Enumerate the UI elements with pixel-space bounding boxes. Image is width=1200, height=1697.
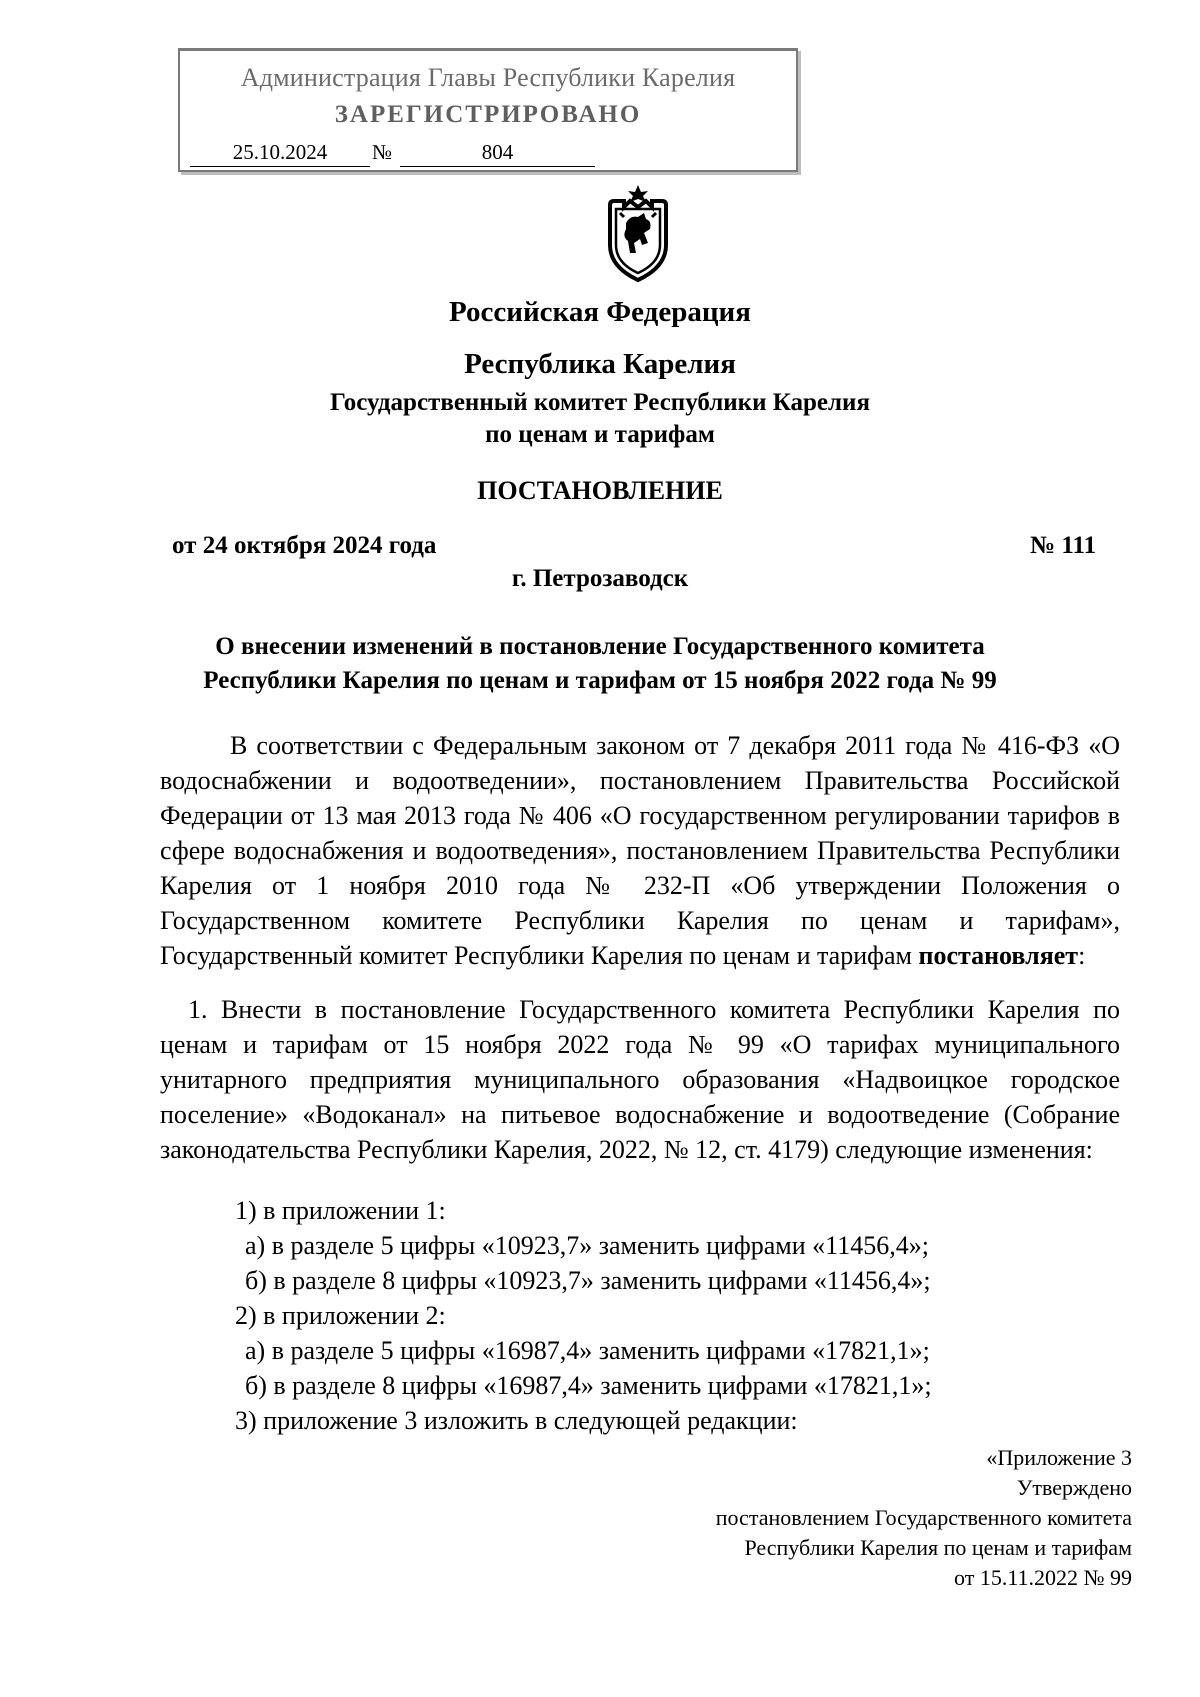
- preamble-text: В соответствии с Федеральным законом от 7 декабря 2011 года № 416-ФЗ «О водоснабжении и водоотведении», постановлением Правительства Российской Федерации от 13 мая 2013 года № 406 «О государственном регулировании тарифов в сфере водоснабжения и водоотведения», постановлением Правительства Республики Карелия от 1 ноября 2010 года № 232-П «Об утверждении Положения о Государственном комитете Республики Карелия по ценам и тарифам», Государственный комитет Республики Карелия по ценам и тарифам: [160, 731, 1120, 970]
- region-heading: Республика Карелия: [464, 348, 736, 380]
- preamble-colon: :: [1078, 941, 1086, 970]
- document-date: от 24 октября 2024 года: [172, 532, 437, 559]
- document-title-line2: Республики Карелия по ценам и тарифам от 15 ноября 2022 года № 99: [203, 667, 997, 694]
- document-type: ПОСТАНОВЛЕНИЕ: [477, 476, 723, 505]
- document-title-line1: О внесении изменений в постановление Государственного комитета: [215, 633, 985, 660]
- stamp-organization: Администрация Главы Республики Карелия: [240, 63, 736, 92]
- coat-of-arms-of-karelia-icon: [600, 183, 676, 283]
- list-item: б) в разделе 8 цифры «16987,4» заменить цифрами «17821,1»;: [245, 1371, 932, 1400]
- appendix-approved-date: от 15.11.2022 № 99: [954, 1565, 1132, 1590]
- appendix-label: «Приложение 3: [986, 1445, 1132, 1470]
- stamp-number-label: №: [372, 140, 393, 164]
- stamp-date: 25.10.2024: [190, 140, 370, 167]
- preamble-paragraph: [160, 728, 1120, 973]
- list-item: б) в разделе 8 цифры «10923,7» заменить цифрами «11456,4»;: [245, 1266, 931, 1295]
- resolves-keyword: постановляет: [918, 941, 1079, 970]
- document-number: № 111: [1030, 532, 1097, 559]
- list-item: а) в разделе 5 цифры «10923,7» заменить цифрами «11456,4»;: [245, 1231, 929, 1260]
- appendix-approved-by-line2: Республики Карелия по ценам и тарифам: [744, 1535, 1132, 1560]
- document-city: г. Петрозаводск: [511, 565, 689, 592]
- stamp-status: ЗАРЕГИСТРИРОВАНО: [334, 101, 642, 128]
- appendix-approved-by-line1: постановлением Государственного комитета: [715, 1505, 1132, 1530]
- committee-heading-line2: по ценам и тарифам: [485, 421, 715, 448]
- list-item: 3) приложение 3 изложить в следующей редакции:: [235, 1406, 798, 1435]
- list-item: 2) в приложении 2:: [235, 1301, 446, 1330]
- item-1-paragraph: 1. Внести в постановление Государственного комитета Республики Карелия по ценам и тарифам от 15 ноября 2022 года № 99 «О тарифах муниципального унитарного предприятия муниципального образования «Надвоицкое городское поселение» «Водоканал» на питьевое водоснабжение и водоотведение (Собрание законодательства Республики Карелия, 2022, № 12, ст. 4179) следующие изменения:: [160, 995, 1120, 1164]
- list-item: а) в разделе 5 цифры «16987,4» заменить цифрами «17821,1»;: [245, 1336, 930, 1365]
- committee-heading-line1: Государственный комитет Республики Карелия: [330, 389, 870, 416]
- appendix-approved: Утверждено: [1016, 1475, 1132, 1500]
- country-heading: Российская Федерация: [449, 296, 751, 328]
- stamp-number: 804: [400, 140, 595, 167]
- list-item: 1) в приложении 1:: [235, 1196, 446, 1225]
